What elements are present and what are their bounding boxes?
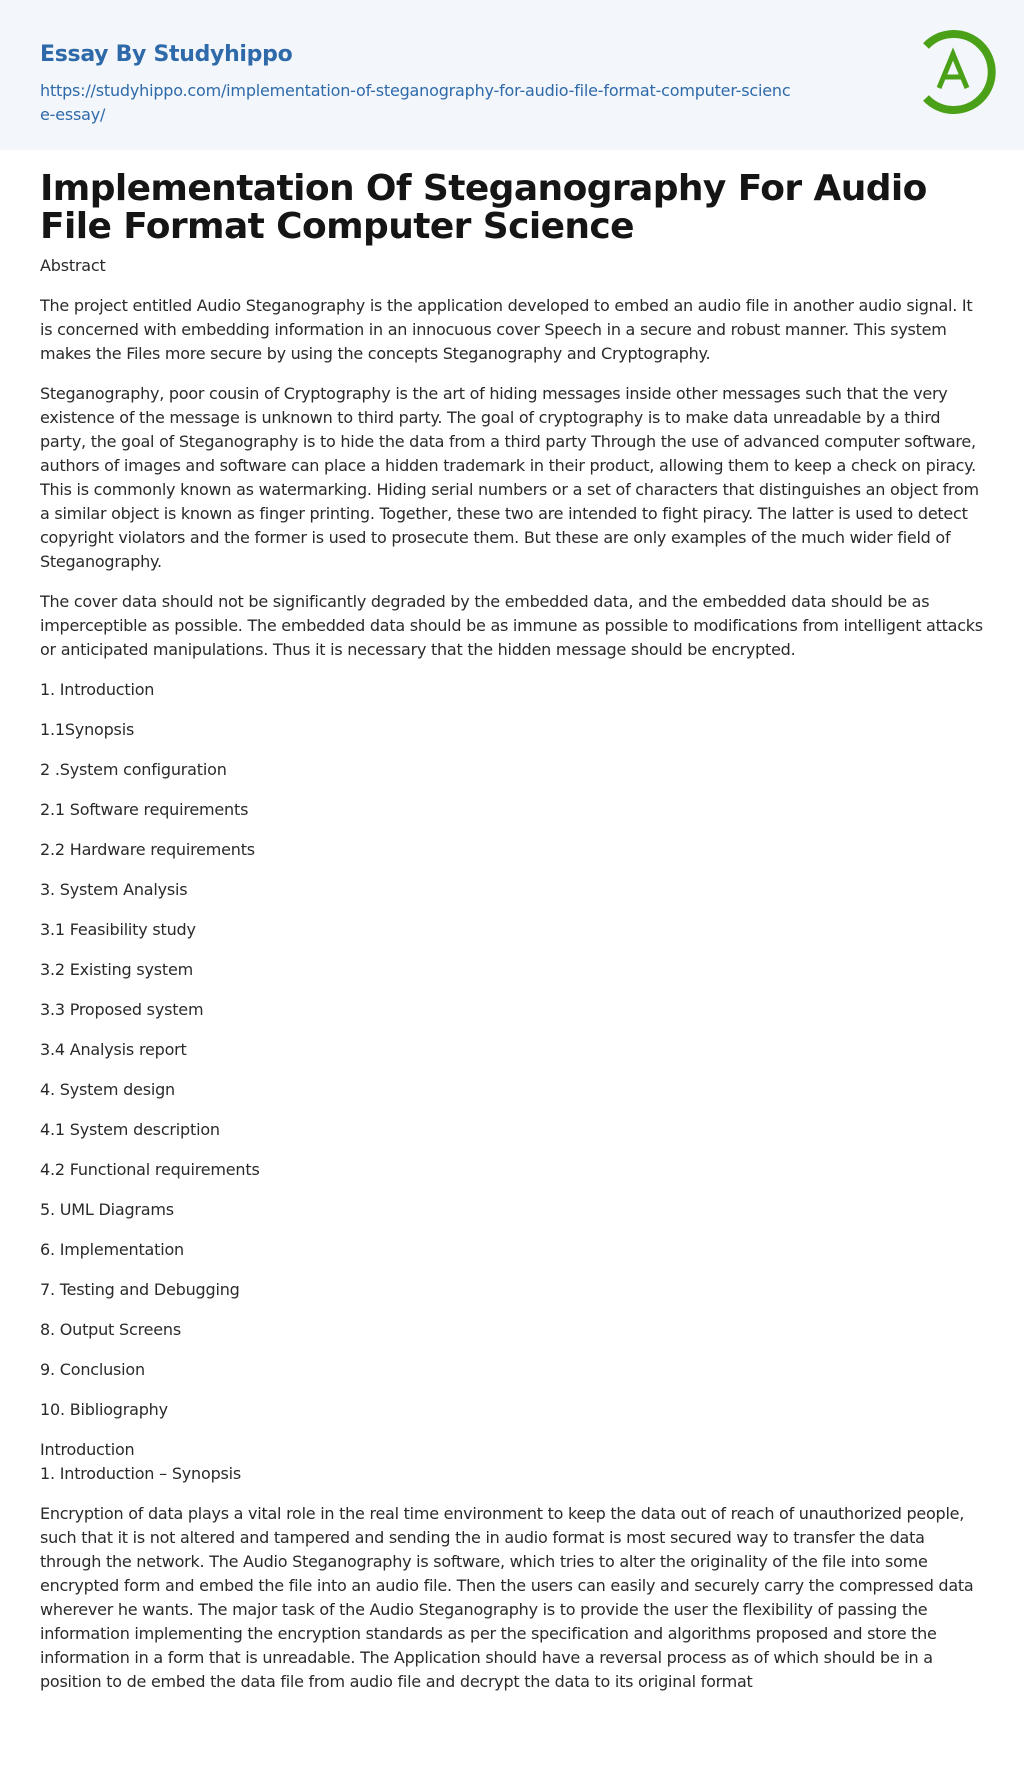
table-of-contents: [40, 678, 984, 1422]
toc-item: 2.1 Software requirements: [40, 800, 249, 819]
site-header: [0, 0, 1024, 150]
toc-item: 6. Implementation: [40, 1240, 184, 1259]
article-title: Implementation Of Steganography For Audio File Format Computer Science: [40, 168, 927, 247]
toc-item: 3.3 Proposed system: [40, 1000, 204, 1019]
toc-item: 1. Introduction: [40, 680, 155, 699]
toc-item: 5. UML Diagrams: [40, 1200, 174, 1219]
introduction-section: [40, 1438, 984, 1486]
toc-item: 4.2 Functional requirements: [40, 1160, 260, 1179]
abstract-paragraph-3: The cover data should not be significantly degraded by the embedded data, and the embedded data should be as imperceptible as possible. The embedded data should be as immune as possible to modifications from intelligent attacks or anticipated manipulations. Thus it is necessary that the hidden message should be encrypted.: [40, 592, 983, 659]
toc-item: 7. Testing and Debugging: [40, 1280, 240, 1299]
toc-item: 3. System Analysis: [40, 880, 188, 899]
introduction-subheading: 1. Introduction – Synopsis: [40, 1464, 242, 1483]
toc-item: 9. Conclusion: [40, 1360, 145, 1379]
abstract-paragraph-2: Steganography, poor cousin of Cryptography is the art of hiding messages inside other messages such that the very existence of the message is unknown to third party. The goal of cryptography is to make data unreadable by a third party, the goal of Steganography is to hide the data from a third party Through the use of advanced computer software, authors of images and software can place a hidden trademark in their product, allowing them to keep a check on piracy. This is commonly known as watermarking. Hiding serial numbers or a set of characters that distinguishes an object from a similar object is known as finger printing. Together, these two are intended to fight piracy. The latter is used to detect copyright violators and the former is used to prosecute them. But these are only examples of the much wider field of Steganography.: [40, 384, 979, 571]
introduction-paragraph: Encryption of data plays a vital role in the real time environment to keep the data out of reach of unauthorized people, such that it is not altered and tampered and sending the in audio format is most secured way to transfer the data through the network. The Audio Steganography is software, which tries to alter the originality of the file into some encrypted form and embed the file into an audio file. Then the users can easily and securely carry the compressed data wherever he wants. The major task of the Audio Steganography is to provide the user the flexibility of passing the information implementing the encryption standards as per the specification and algorithms proposed and store the information in a form that is unreadable. The Application should have a reversal process as of which should be in a position to de embed the data file from audio file and decrypt the data to its original format: [40, 1504, 974, 1691]
introduction-heading: Introduction: [40, 1440, 135, 1459]
toc-item: 8. Output Screens: [40, 1320, 181, 1339]
toc-item: 2.2 Hardware requirements: [40, 840, 255, 859]
toc-item: 4.1 System description: [40, 1120, 220, 1139]
toc-item: 1.1Synopsis: [40, 720, 135, 739]
toc-item: 3.2 Existing system: [40, 960, 194, 979]
abstract-paragraph-1: The project entitled Audio Steganography is the application developed to embed an audio file in another audio signal. It is concerned with embedding information in an innocuous cover Speech in a secure and robust manner. This system makes the Files more secure by using the concepts Steganography and Cryptography.: [40, 296, 973, 363]
abstract-label: Abstract: [40, 256, 106, 275]
article-body: [0, 150, 1024, 1734]
brand-title: Essay By Studyhippo: [40, 42, 293, 67]
toc-item: 3.4 Analysis report: [40, 1040, 187, 1059]
toc-item: 3.1 Feasibility study: [40, 920, 196, 939]
toc-item: 4. System design: [40, 1080, 175, 1099]
studyhippo-logo-icon[interactable]: [906, 24, 1002, 120]
toc-item: 2 .System configuration: [40, 760, 227, 779]
source-url-link[interactable]: https://studyhippo.com/implementation-of-steganography-for-audio-file-format-computer-science-essay/: [40, 81, 791, 124]
toc-item: 10. Bibliography: [40, 1400, 168, 1419]
